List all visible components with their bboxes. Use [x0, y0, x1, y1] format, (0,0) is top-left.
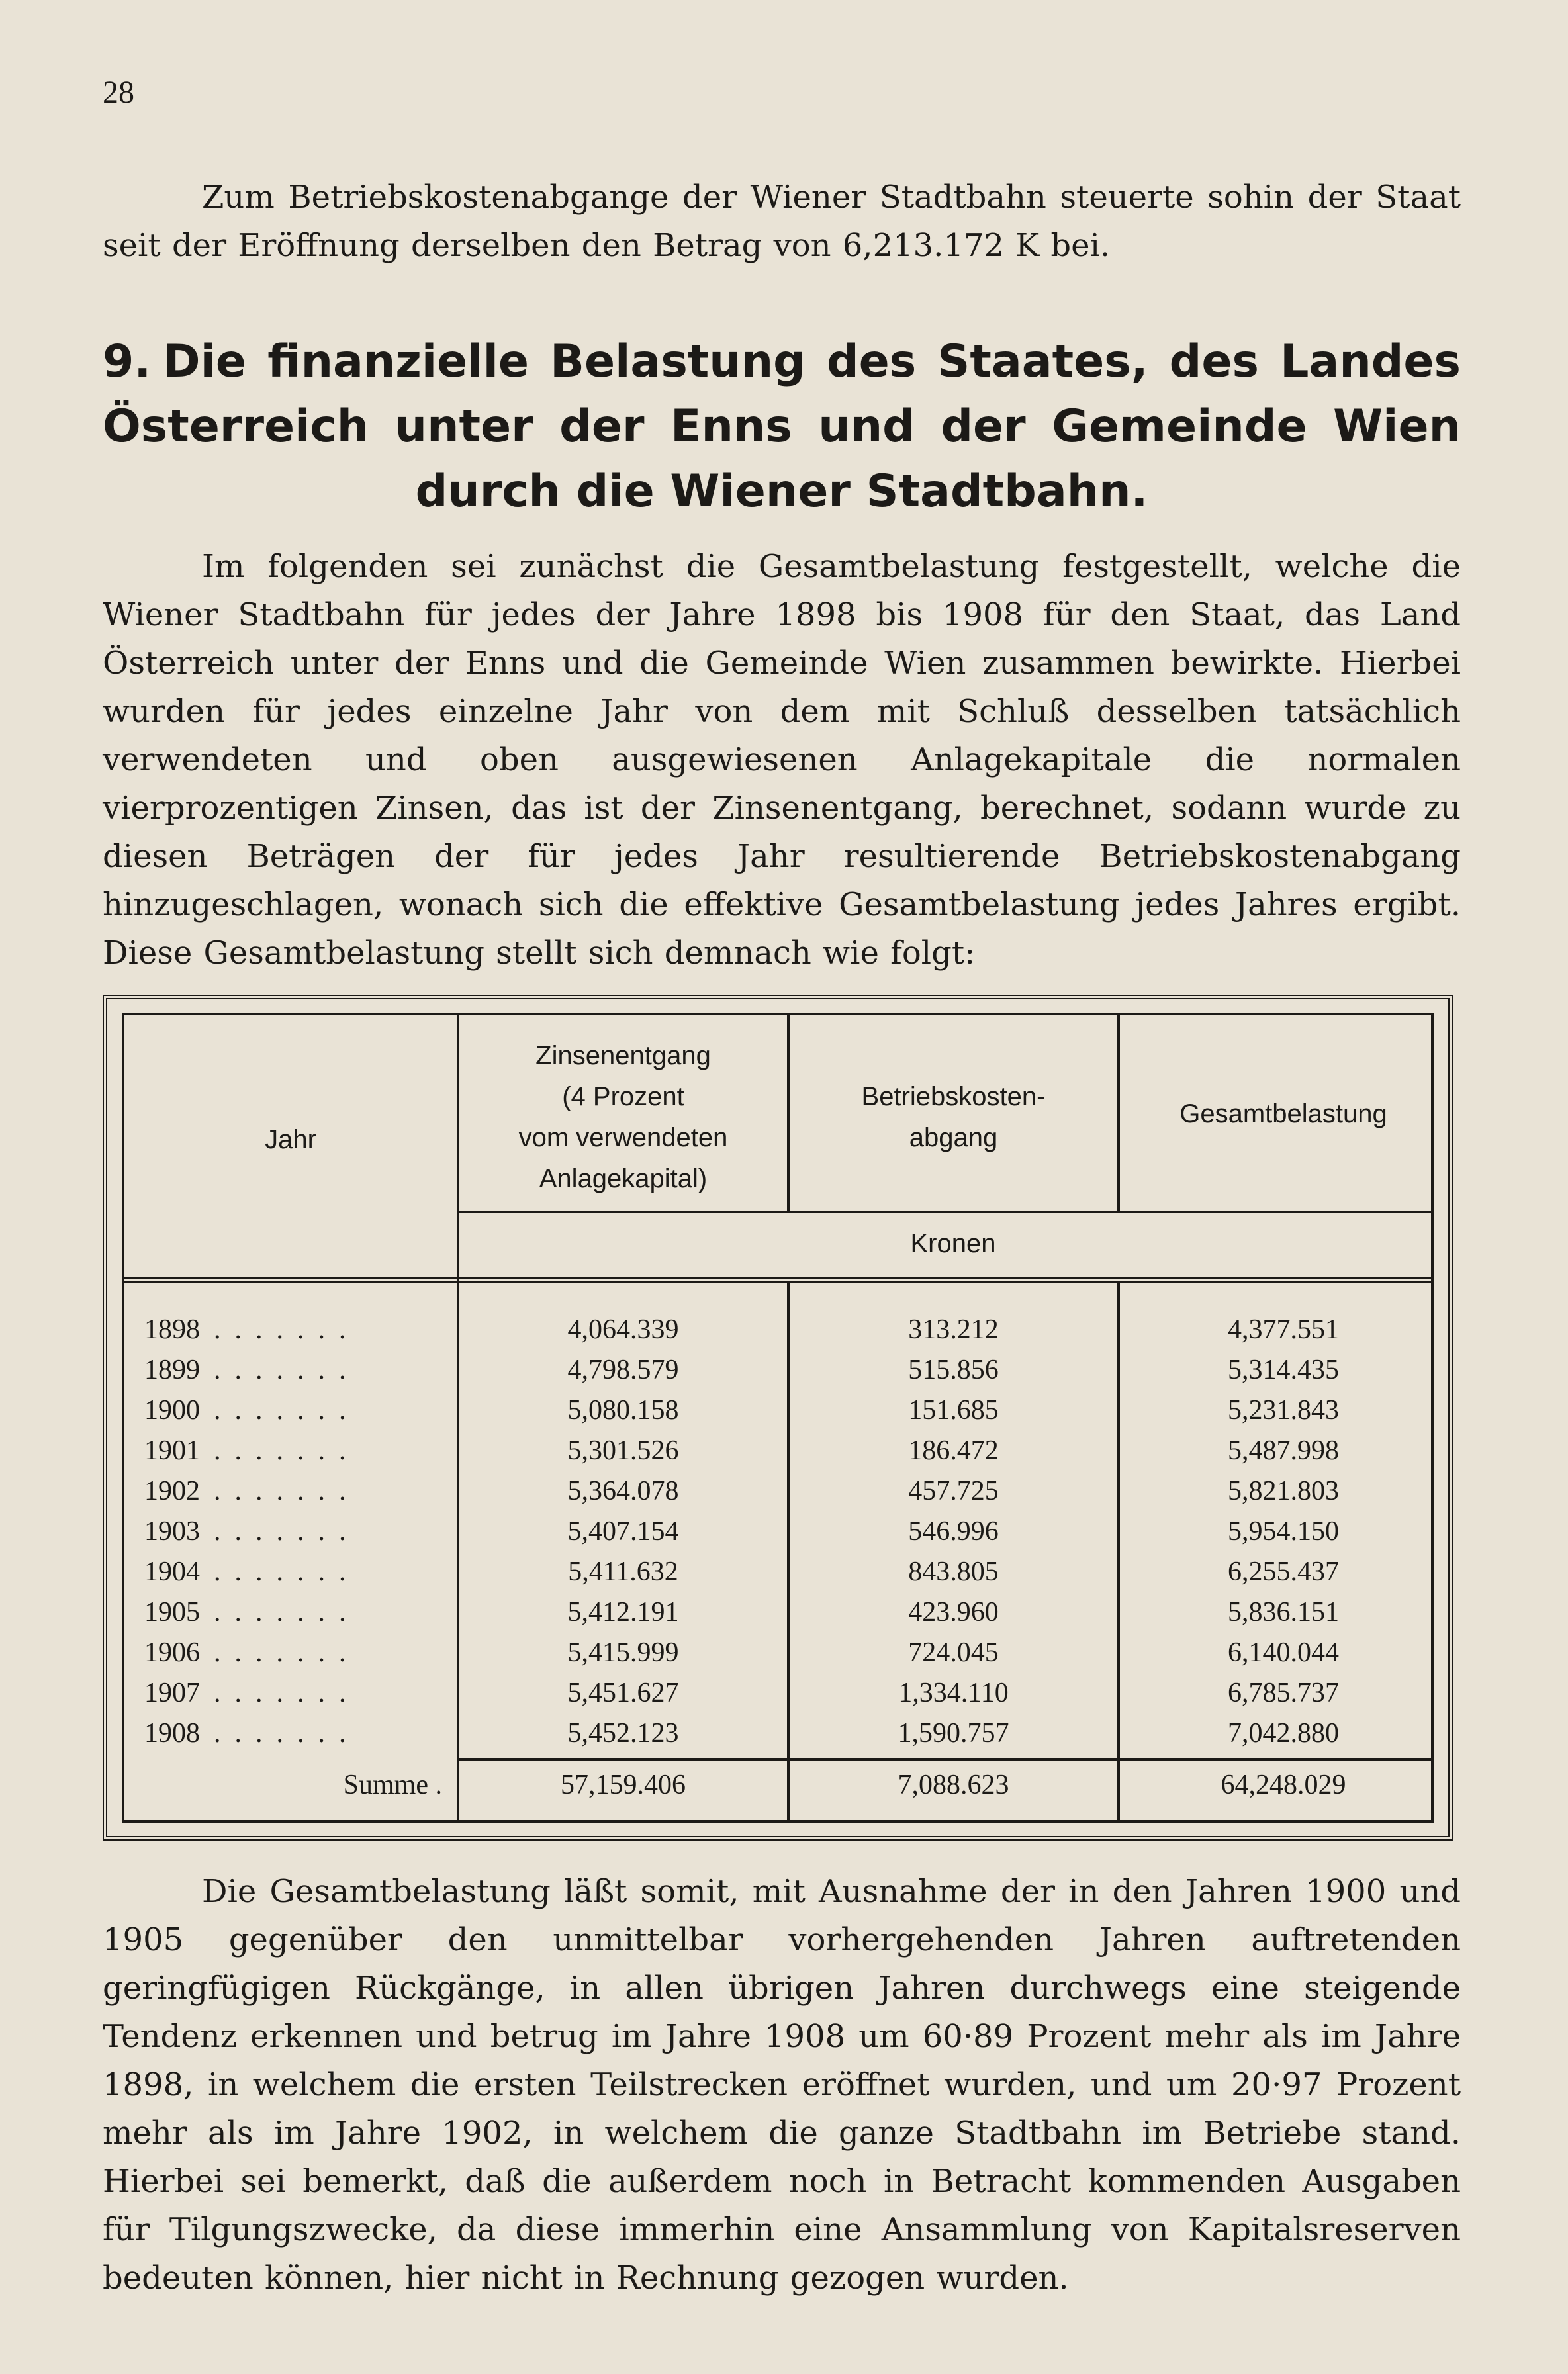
year-cell: 1903 . . . . . . . [144, 1516, 346, 1547]
interest-cell: 4,798.579 [567, 1355, 679, 1385]
header-unit-rule [457, 1211, 1431, 1213]
cost-table [103, 995, 1453, 1841]
header-unit: Kronen [910, 1229, 996, 1258]
operating-cell: 457.725 [908, 1476, 999, 1506]
section-heading [103, 330, 1461, 524]
year-cell: 1902 . . . . . . . [144, 1476, 346, 1506]
header-bottom-rule-2 [124, 1281, 1431, 1283]
header-year: Jahr [265, 1125, 316, 1154]
total-cell: 5,487.998 [1228, 1436, 1339, 1466]
year-cell: 1906 . . . . . . . [144, 1637, 346, 1668]
operating-cell: 186.472 [908, 1436, 999, 1466]
sum-rule [457, 1758, 1431, 1761]
total-cell: 5,954.150 [1228, 1516, 1339, 1547]
operating-cell: 843.805 [908, 1557, 999, 1587]
header-interest [459, 1035, 787, 1199]
total-cell: 5,836.151 [1228, 1597, 1339, 1627]
interest-cell: 4,064.339 [567, 1314, 679, 1345]
operating-cell: 515.856 [908, 1355, 999, 1385]
operating-cell: 151.685 [908, 1395, 999, 1426]
header-total: Gesamtbelastung [1179, 1099, 1387, 1128]
total-cell: 5,314.435 [1228, 1355, 1339, 1385]
year-cell: 1905 . . . . . . . [144, 1597, 346, 1627]
section-title: Die finanzielle Belastung des Staates, des Landes Österreich unter der Enns und der Gemeinde Wien durch die Wiener Stadtbahn. [103, 336, 1461, 518]
table-inner-border [122, 1013, 1434, 1823]
paragraph-bottom: Die Gesamtbelastung läßt somit, mit Ausnahme der in den Jahren 1900 und 1905 gegenüber den unmittelbar vorhergehenden Jahren auftretenden geringfügigen Rückgänge, in allen übrigen Jahren durchwegs eine steigende Tendenz erkennen und betrug im Jahre 1908 um 60·89 Prozent mehr als im Jahre 1898, in welchem die ersten Teilstrecken eröffnet wurden, und um 20·97 Prozent mehr als im Jahre 1902, in welchem die ganze Stadtbahn im Betriebe stand. Hierbei sei bemerkt, daß die außerdem noch in Betracht kommenden Ausgaben für Tilgungszwecke, da diese immerhin eine Ansammlung von Kapitalsreserven bedeuten können, hier nicht in Rechnung gezogen wurden. [103, 1873, 1461, 2297]
operating-cell: 423.960 [908, 1597, 999, 1627]
page-number: 28 [103, 75, 134, 110]
year-cell: 1907 . . . . . . . [144, 1678, 346, 1708]
interest-cell: 5,080.158 [567, 1395, 679, 1426]
operating-cell: 724.045 [908, 1637, 999, 1668]
section-number: 9. [103, 336, 152, 388]
year-cell: 1908 . . . . . . . [144, 1718, 346, 1749]
header-interest-line-2: (4 Prozent [562, 1082, 684, 1111]
header-operating-line-1: Betriebskosten- [861, 1082, 1046, 1111]
paragraph-top: Zum Betriebskostenabgange der Wiener Stadtbahn steuerte sohin der Staat seit der Eröffnung derselben den Betrag von 6,213.172 K bei. [103, 179, 1461, 264]
paragraph-intro: Im folgenden sei zunächst die Gesamtbelastung festgestellt, welche die Wiener Stadtbahn für jedes der Jahre 1898 bis 1908 für den Staat, das Land Österreich unter der Enns und die Gemeinde Wien zusammen bewirkte. Hierbei wurden für jedes einzelne Jahr von dem mit Schluß desselben tatsächlich verwendeten und oben ausgewiesenen Anlagekapitale die normalen vierprozentigen Zinsen, das ist der Zinsenentgang, berechnet, sodann wurde zu diesen Beträgen der für jedes Jahr resultierende Betriebskostenabgang hinzugeschlagen, wonach sich die effektive Gesamtbelastung jedes Jahres ergibt. Diese Gesamtbelastung stellt sich demnach wie folgt: [103, 548, 1461, 972]
sum-operating: 7,088.623 [898, 1770, 1009, 1800]
header-operating [790, 1076, 1117, 1158]
year-cell: 1900 . . . . . . . [144, 1395, 346, 1426]
total-cell: 6,140.044 [1228, 1637, 1339, 1668]
operating-cell: 546.996 [908, 1516, 999, 1547]
total-cell: 6,255.437 [1228, 1557, 1339, 1587]
total-cell: 6,785.737 [1228, 1678, 1339, 1708]
total-cell: 5,821.803 [1228, 1476, 1339, 1506]
interest-cell: 5,451.627 [567, 1678, 679, 1708]
header-bottom-rule [124, 1277, 1431, 1279]
total-cell: 7,042.880 [1228, 1718, 1339, 1749]
header-operating-line-2: abgang [909, 1123, 998, 1152]
interest-cell: 5,407.154 [567, 1516, 679, 1547]
total-cell: 4,377.551 [1228, 1314, 1339, 1345]
interest-cell: 5,411.632 [568, 1557, 678, 1587]
total-cell: 5,231.843 [1228, 1395, 1339, 1426]
header-interest-line-1: Zinsenentgang [535, 1041, 711, 1070]
year-cell: 1904 . . . . . . . [144, 1557, 346, 1587]
header-interest-line-3: vom verwendeten [518, 1123, 728, 1152]
header-interest-line-4: Anlagekapital) [539, 1164, 708, 1193]
interest-cell: 5,364.078 [567, 1476, 679, 1506]
interest-cell: 5,415.999 [567, 1637, 679, 1668]
sum-interest: 57,159.406 [561, 1770, 686, 1800]
year-cell: 1898 . . . . . . . [144, 1314, 346, 1345]
sum-label: Summe . [343, 1770, 442, 1800]
operating-cell: 1,334.110 [898, 1678, 1009, 1708]
year-cell: 1901 . . . . . . . [144, 1436, 346, 1466]
operating-cell: 313.212 [908, 1314, 999, 1345]
interest-cell: 5,452.123 [567, 1718, 679, 1749]
interest-cell: 5,412.191 [567, 1597, 679, 1627]
sum-total: 64,248.029 [1221, 1770, 1346, 1800]
operating-cell: 1,590.757 [898, 1718, 1009, 1749]
year-cell: 1899 . . . . . . . [144, 1355, 346, 1385]
interest-cell: 5,301.526 [567, 1436, 679, 1466]
